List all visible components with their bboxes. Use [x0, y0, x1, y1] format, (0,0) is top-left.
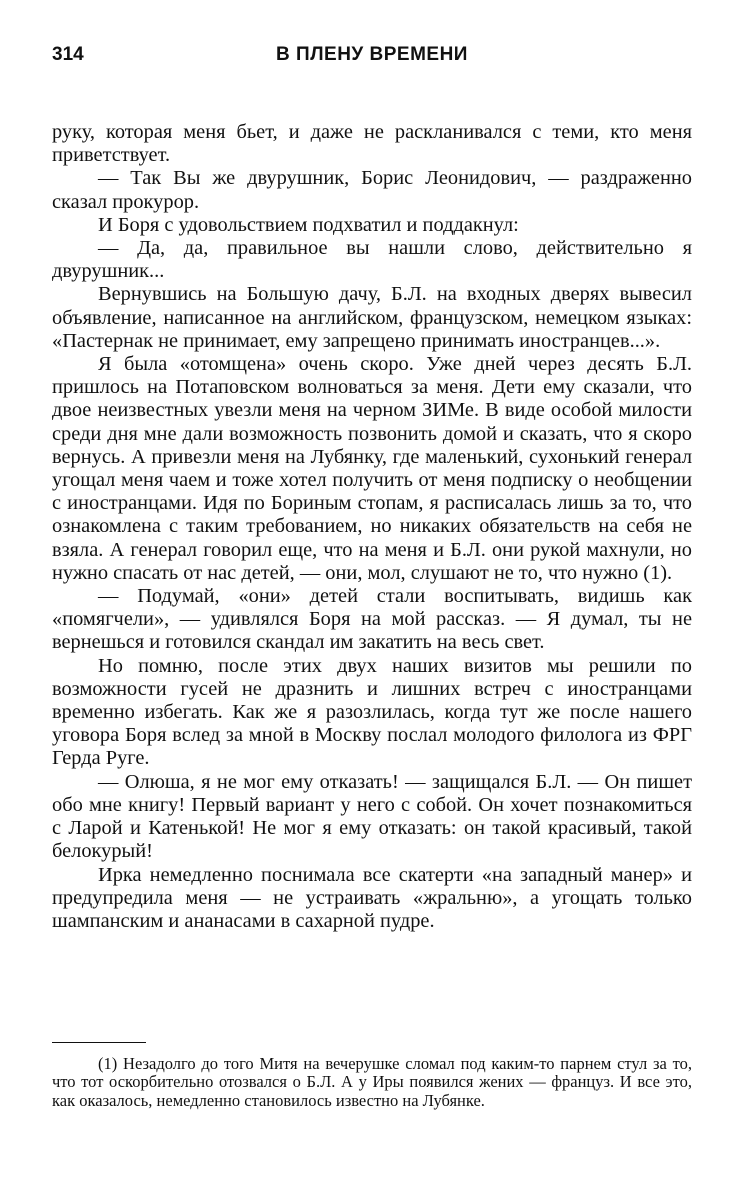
- paragraph: — Так Вы же двурушник, Борис Леонидович, — раздраженно сказал прокурор.: [52, 167, 692, 213]
- paragraph: Вернувшись на Большую дачу, Б.Л. на входных дверях вывесил объявление, написанное на английском, французском, немецком языках: «Пастернак не принимает, ему запрещено принимать иностранцев...».: [52, 283, 692, 352]
- paragraph: И Боря с удовольствием подхватил и поддакнул:: [98, 213, 519, 236]
- paragraph: Ирка немедленно поснимала все скатерти «на западный манер» и предупредила меня — не устраивать «жральню», а угощать только шампанским и ананасами в сахарной пудре.: [52, 863, 692, 932]
- paragraph: руку, которая меня бьет, и даже не раскланивался с теми, кто меня приветствует.: [52, 121, 692, 167]
- paragraph: — Подумай, «они» детей стали воспитывать, видишь как «помягчели», — удивлялся Боря на мой рассказ. — Я думал, ты не вернешься и готовился скандал им закатить на весь свет.: [52, 585, 692, 654]
- page-header: [52, 44, 692, 72]
- running-title: В ПЛЕНУ ВРЕМЕНИ: [276, 44, 468, 65]
- footnote: [52, 1055, 692, 1110]
- body-text: [52, 121, 692, 933]
- paragraph: — Олюша, я не мог ему отказать! — защищался Б.Л. — Он пишет обо мне книгу! Первый вариант у него с собой. Он хочет познакомиться с Ларой и Катенькой! Не мог я ему отказать: он такой красивый, такой белокурый!: [52, 770, 692, 863]
- page-number: 314: [52, 44, 84, 65]
- footnote-text: (1) Незадолго до того Митя на вечерушке сломал под каким-то парнем стул за то, что тот оскорбительно отозвался о Б.Л. А у Иры появился жених — француз. И все это, как оказалось, немедленно становилось известно на Лубянке.: [52, 1054, 692, 1110]
- footnote-separator: [52, 1042, 146, 1043]
- paragraph: Я была «отомщена» очень скоро. Уже дней через десять Б.Л. пришлось на Потаповском волноваться за меня. Дети ему сказали, что двое неизвестных увезли меня на черном ЗИМе. В виде особой милости среди дня мне дали возможность позвонить домой и сказать, что я скоро вернусь. А привезли меня на Лубянку, где маленький, сухонький генерал угощал меня чаем и тоже хотел получить от меня подписку о необщении с иностранцами. Идя по Бориным стопам, я расписалась лишь за то, что ознакомлена с таким требованием, но никаких обязательств на себя не взяла. А генерал говорил еще, что на меня и Б.Л. они рукой махнули, но нужно спасать от нас детей, — они, мол, слушают не то, что нужно (1).: [52, 353, 692, 584]
- paragraph: — Да, да, правильное вы нашли слово, действительно я двурушник...: [52, 237, 692, 283]
- paragraph: Но помню, после этих двух наших визитов мы решили по возможности гусей не дразнить и лишних встреч с иностранцами временно избегать. Как же я разозлилась, когда тут же после нашего уговора Боря вслед за мной в Москву послал молодого филолога из ФРГ Герда Руге.: [52, 654, 692, 770]
